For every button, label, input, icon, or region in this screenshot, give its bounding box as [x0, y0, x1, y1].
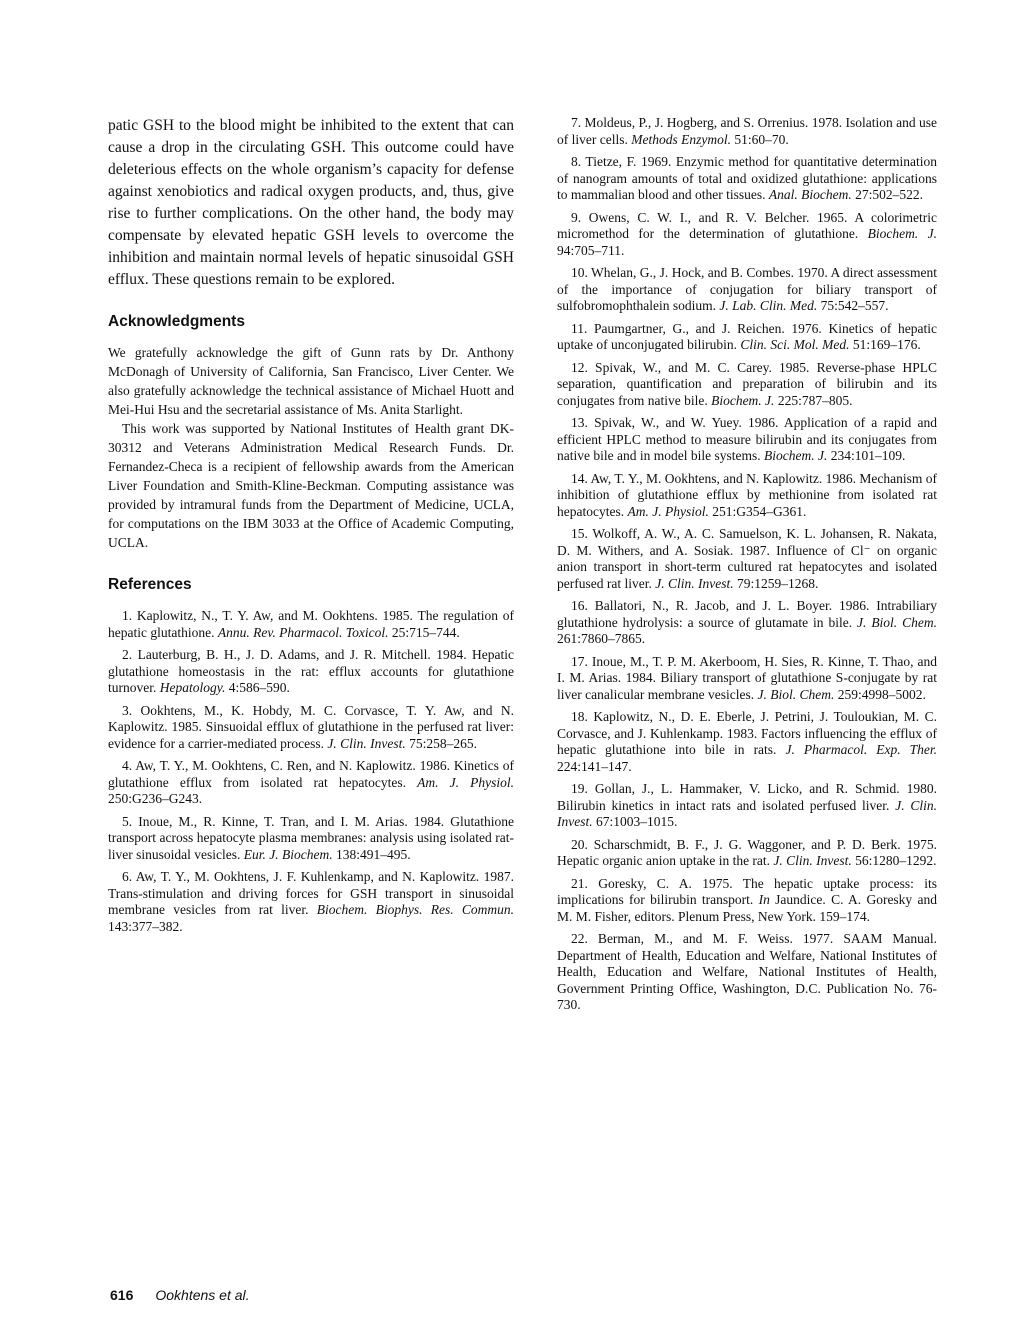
reference-journal: J. Clin. Invest. — [327, 735, 406, 751]
reference-citation: 138:491–495. — [332, 846, 411, 862]
reference-text: 18. Kaplowitz, N., D. E. Eberle, J. Petrini, J. Touloukian, M. C. Corvasce, and J. Kuhlenkamp. 1983. Factors influencing the efflux of hepatic glutathione into bile in rats. — [557, 709, 937, 757]
reference-citation: 143:377–382. — [108, 918, 183, 934]
left-column — [108, 115, 514, 941]
reference-citation: 225:787–805. — [774, 392, 853, 408]
reference-citation: 25:715–744. — [388, 624, 460, 640]
reference-journal: J. Pharmacol. Exp. Ther. — [785, 742, 937, 757]
reference-text: 22. Berman, M., and M. F. Weiss. 1977. SAAM Manual. Department of Health, Education and Welfare, National Institutes of Health, Education and Welfare, National Institutes of Health, Government Printing Office, Washington, D.C. Publication No. 76-730. — [557, 931, 937, 1012]
reference-text: 21. Goresky, C. A. 1975. The hepatic uptake process: its implications for bilirubin transport. — [557, 875, 937, 907]
reference-citation: 234:101–109. — [827, 448, 906, 463]
reference-journal: J. Clin. Invest. — [557, 797, 937, 829]
reference-item — [557, 654, 937, 704]
reference-citation: 75:258–265. — [405, 735, 477, 751]
running-author: Ookhtens et al. — [155, 1287, 250, 1303]
reference-citation: 4:586–590. — [225, 680, 290, 695]
reference-journal: Am. J. Physiol. — [417, 774, 515, 790]
reference-text: 8. Tietze, F. 1969. Enzymic method for quantitative determination of nanogram amounts of total and oxidized glutathione: applications to mammalian blood and other tissues. — [557, 154, 937, 202]
reference-journal: J. Clin. Invest. — [655, 575, 734, 591]
reference-journal: J. Lab. Clin. Med. — [719, 298, 818, 313]
reference-text: 6. Aw, T. Y., M. Ookhtens, J. F. Kuhlenkamp, and N. Kaplowitz. 1987. Trans-stimulation and driving forces for GSH transport in sinusoidal membrane vesicles from rat liver. — [108, 869, 514, 917]
reference-list-left — [108, 608, 514, 935]
reference-text: 1. Kaplowitz, N., T. Y. Aw, and M. Ookhtens. 1985. The regulation of hepatic glutathione. — [108, 608, 514, 640]
reference-citation: 261:7860–7865. — [557, 631, 646, 646]
reference-journal: In — [758, 892, 770, 907]
reference-item — [557, 360, 937, 410]
reference-journal: J. Clin. Invest. — [773, 853, 852, 868]
reference-item — [557, 115, 937, 148]
reference-journal: Biochem. J. — [867, 226, 937, 241]
reference-journal: Hepatology. — [159, 680, 226, 695]
reference-citation: 75:542–557. — [817, 298, 889, 313]
reference-item — [557, 265, 937, 315]
reference-text: 20. Scharschmidt, B. F., J. G. Waggoner, and P. D. Berk. 1975. Hepatic organic anion uptake in the rat. — [557, 836, 937, 868]
reference-citation: 51:60–70. — [730, 131, 789, 147]
reference-item — [108, 814, 514, 864]
reference-text: 5. Inoue, M., R. Kinne, T. Tran, and I. M. Arias. 1984. Glutathione transport across hepatocyte plasma membranes: analysis using isolated rat-liver sinusoidal vesicles. — [108, 813, 514, 862]
reference-item — [557, 931, 937, 1014]
reference-journal: Biochem. J. — [711, 392, 775, 408]
reference-journal: Biochem. J. — [763, 448, 828, 463]
reference-citation: Jaundice. C. A. Goresky and M. M. Fisher, editors. Plenum Press, New York. 159–174. — [557, 892, 937, 924]
reference-citation: 27:502–522. — [851, 187, 923, 202]
reference-list-right — [557, 115, 937, 1014]
reference-citation: 79:1259–1268. — [733, 575, 819, 591]
reference-journal: Am. J. Physiol. — [627, 503, 709, 519]
reference-item — [557, 781, 937, 831]
reference-text: 7. Moldeus, P., J. Hogberg, and S. Orrenius. 1978. Isolation and use of liver cells. — [557, 115, 937, 147]
reference-item — [557, 471, 937, 521]
reference-text: 11. Paumgartner, G., and J. Reichen. 1976. Kinetics of hepatic uptake of unconjugated bilirubin. — [557, 320, 937, 352]
reference-item — [557, 526, 937, 592]
reference-item — [108, 758, 514, 808]
reference-journal: Biochem. Biophys. Res. Commun. — [316, 902, 515, 917]
reference-text: 16. Ballatori, N., R. Jacob, and J. L. Boyer. 1986. Intrabiliary glutathione hydrolysis: a source of glutamate in bile. — [557, 598, 937, 630]
reference-text: 14. Aw, T. Y., M. Ookhtens, and N. Kaplowitz. 1986. Mechanism of inhibition of glutathione efflux by methionine from isolated rat hepatocytes. — [557, 470, 937, 519]
reference-journal: Eur. J. Biochem. — [243, 846, 333, 862]
reference-item — [108, 608, 514, 641]
reference-text: 13. Spivak, W., and W. Yuey. 1986. Application of a rapid and efficient HPLC method to measure bilirubin and its conjugates from native bile and in model bile systems. — [557, 415, 937, 463]
reference-journal: J. Biol. Chem. — [857, 614, 937, 630]
reference-item — [557, 876, 937, 926]
acknowledgments-paragraph: We gratefully acknowledge the gift of Gunn rats by Dr. Anthony McDonagh of University of California, San Francisco, Liver Center. We also gratefully acknowledge the technical assistance of Michael Huott and Mei-Hui Hsu and the secretarial assistance of Ms. Anita Starlight. — [108, 345, 514, 417]
reference-text: 4. Aw, T. Y., M. Ookhtens, C. Ren, and N. Kaplowitz. 1986. Kinetics of glutathione efflux from isolated rat hepatocytes. — [108, 758, 514, 790]
page-number: 616 — [110, 1287, 134, 1303]
reference-citation: 224:141–147. — [557, 758, 632, 774]
reference-journal: Annu. Rev. Pharmacol. Toxicol. — [217, 624, 389, 640]
reference-citation: 94:705–711. — [557, 242, 625, 258]
reference-journal: J. Biol. Chem. — [757, 686, 835, 702]
reference-citation: 67:1003–1015. — [592, 814, 678, 829]
page-footer — [110, 1287, 250, 1303]
reference-citation: 51:169–176. — [849, 337, 921, 352]
reference-text: 3. Ookhtens, M., K. Hobdy, M. C. Corvasce, T. Y. Aw, and N. Kaplowitz. 1985. Sinsuoidal efflux of glutathione in the perfused rat liver: evidence for a carrier-mediated process. — [108, 702, 514, 751]
reference-text: 2. Lauterburg, B. H., J. D. Adams, and J. R. Mitchell. 1984. Hepatic glutathione homeostasis in the rat: efflux accounts for glutathione turnover. — [108, 647, 514, 695]
reference-item — [557, 154, 937, 204]
reference-item — [557, 210, 937, 260]
reference-citation: 259:4998–5002. — [834, 686, 926, 702]
reference-text: 15. Wolkoff, A. W., A. C. Samuelson, K. L. Johansen, R. Nakata, D. M. Withers, and A. Sosiak. 1987. Influence of Cl⁻ on organic anion transport in short-term cultured rat hepatocytes and isolated perfused rat liver. — [557, 526, 937, 591]
reference-journal: Methods Enzymol. — [631, 131, 731, 147]
reference-item — [108, 647, 514, 697]
reference-journal: Clin. Sci. Mol. Med. — [740, 337, 850, 352]
reference-item — [557, 837, 937, 870]
references-heading: References — [108, 576, 192, 593]
reference-item — [557, 709, 937, 775]
reference-journal: Anal. Biochem. — [768, 187, 852, 202]
reference-item — [557, 598, 937, 648]
reference-citation: 251:G354–G361. — [708, 503, 807, 519]
intro-paragraph: patic GSH to the blood might be inhibited to the extent that can cause a drop in the circulating GSH. This outcome could have deleterious effects on the whole organism’s capacity for defense against xenobiotics and radical oxygen products, and, thus, give rise to further complications. On the other hand, the body may compensate by elevated hepatic GSH levels to overcome the inhibition and maintain normal levels of hepatic sinusoidal GSH efflux. These questions remain to be explored. — [108, 117, 514, 288]
reference-item — [108, 703, 514, 753]
acknowledgments-heading: Acknowledgments — [108, 313, 245, 330]
reference-text: 12. Spivak, W., and M. C. Carey. 1985. Reverse-phase HPLC separation, quantification and preparation of bilirubin and its conjugates from native bile. — [557, 359, 937, 408]
reference-text: 10. Whelan, G., J. Hock, and B. Combes. 1970. A direct assessment of the importance of conjugation for biliary transport of sulfobromophthalein sodium. — [557, 265, 937, 313]
reference-text: 17. Inoue, M., T. P. M. Akerboom, H. Sies, R. Kinne, T. Thao, and I. M. Arias. 1984. Biliary transport of glutathione S-conjugate by rat liver canalicular membrane vesicles. — [557, 653, 937, 702]
acknowledgments-paragraph: This work was supported by National Institutes of Health grant DK-30312 and Veterans Administration Medical Research Funds. Dr. Fernandez-Checa is a recipient of fellowship awards from the American Liver Foundation and Smith-Kline-Beckman. Computing assistance was provided by intramural funds from the Department of Medicine, UCLA, for computations on the IBM 3033 at the Office of Academic Computing, UCLA. — [108, 421, 514, 550]
reference-item — [108, 869, 514, 935]
reference-text: 9. Owens, C. W. I., and R. V. Belcher. 1965. A colorimetric micromethod for the determination of glutathione. — [557, 209, 937, 241]
reference-citation: 250:G236–G243. — [108, 791, 203, 806]
reference-citation: 56:1280–1292. — [851, 853, 937, 868]
reference-item — [557, 415, 937, 465]
reference-item — [557, 321, 937, 354]
right-column — [557, 115, 937, 1020]
reference-text: 19. Gollan, J., L. Hammaker, V. Licko, and R. Schmid. 1980. Bilirubin kinetics in intact rats and isolated perfused liver. — [557, 781, 937, 813]
